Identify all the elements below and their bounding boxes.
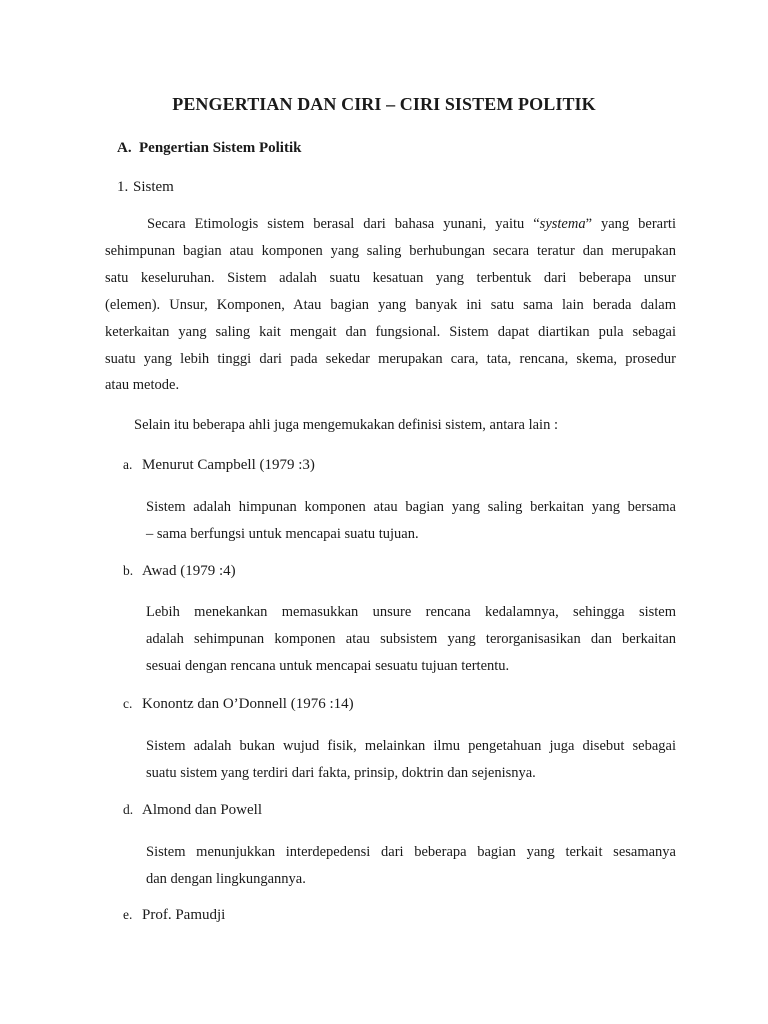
definition-marker: c.	[123, 696, 133, 711]
item-1-label: Sistem	[133, 179, 174, 195]
definition-line: – sama berfungsi untuk mencapai suatu tujuan.	[146, 525, 419, 542]
paragraph-line: sehimpunan bagian atau komponen yang saling berhubungan secara teratur dan merupakan	[105, 242, 676, 259]
definition-line: Sistem menunjukkan interdepedensi dari beberapa bagian yang terkait sesamanya	[146, 844, 676, 860]
paragraph-line: suatu yang lebih tinggi dari pada sekedar merupakan cara, tata, rencana, skema, prosedur	[105, 350, 676, 367]
definition-c-text	[146, 733, 676, 787]
paragraph-intro-definitions: Selain itu beberapa ahli juga mengemukakan definisi sistem, antara lain :	[134, 417, 558, 433]
definition-source: Awad (1979 :4)	[142, 563, 236, 579]
paragraph-line	[105, 211, 676, 238]
paragraph-text: Secara Etimologis sistem berasal dari bahasa yunani, yaitu “	[147, 216, 540, 232]
paragraph-line: atau metode.	[105, 377, 180, 394]
definition-marker: e.	[123, 907, 133, 922]
definition-d-text	[146, 839, 676, 893]
definition-source: Menurut Campbell (1979 :3)	[142, 457, 315, 473]
definition-source: Konontz dan O’Donnell (1976 :14)	[142, 696, 354, 712]
definition-d-heading	[123, 802, 262, 819]
section-a-heading	[117, 140, 301, 157]
definition-line: Sistem adalah bukan wujud fisik, melainkan ilmu pengetahuan juga disebut sebagai	[146, 738, 676, 754]
definition-line: Lebih menekankan memasukkan unsure rencana kedalamnya, sehingga sistem	[146, 604, 676, 620]
definition-a-text	[146, 494, 676, 548]
paragraph-etymology	[105, 211, 676, 399]
definition-line: suatu sistem yang terdiri dari fakta, prinsip, doktrin dan sejenisnya.	[146, 764, 536, 781]
definition-c-heading	[123, 696, 354, 713]
definition-line: adalah sehimpunan komponen atau subsistem yang terorganisasikan dan berkaitan	[146, 630, 676, 647]
definition-e-heading	[123, 907, 225, 924]
section-a-marker: A.	[117, 140, 132, 156]
definition-line: dan dengan lingkungannya.	[146, 870, 306, 887]
definition-marker: a.	[123, 457, 133, 472]
definition-marker: d.	[123, 802, 134, 817]
paragraph-line: (elemen). Unsur, Komponen, Atau bagian yang banyak ini satu sama lain berada dalam	[105, 296, 676, 313]
definition-marker: b.	[123, 563, 134, 578]
definition-line: Sistem adalah himpunan komponen atau bagian yang saling berkaitan yang bersama	[146, 499, 676, 515]
definition-line: sesuai dengan rencana untuk mencapai sesuatu tujuan tertentu.	[146, 657, 510, 674]
definition-a-heading	[123, 457, 315, 474]
definition-b-heading	[123, 563, 236, 580]
item-1-marker: 1.	[117, 179, 129, 195]
definition-source: Almond dan Powell	[142, 802, 262, 818]
italic-term: systema	[539, 216, 586, 232]
definition-source: Prof. Pamudji	[142, 907, 226, 923]
paragraph-line: satu keseluruhan. Sistem adalah suatu kesatuan yang terbentuk dari beberapa unsur	[105, 269, 676, 286]
page-title: PENGERTIAN DAN CIRI – CIRI SISTEM POLITIK	[172, 94, 596, 114]
item-1-heading	[117, 179, 174, 196]
paragraph-line: keterkaitan yang saling kait mengait dan fungsional. Sistem dapat diartikan pula sebagai	[105, 323, 676, 340]
paragraph-text: ” yang berarti	[585, 216, 676, 232]
definition-b-text	[146, 599, 676, 680]
section-a-label: Pengertian Sistem Politik	[139, 140, 302, 156]
